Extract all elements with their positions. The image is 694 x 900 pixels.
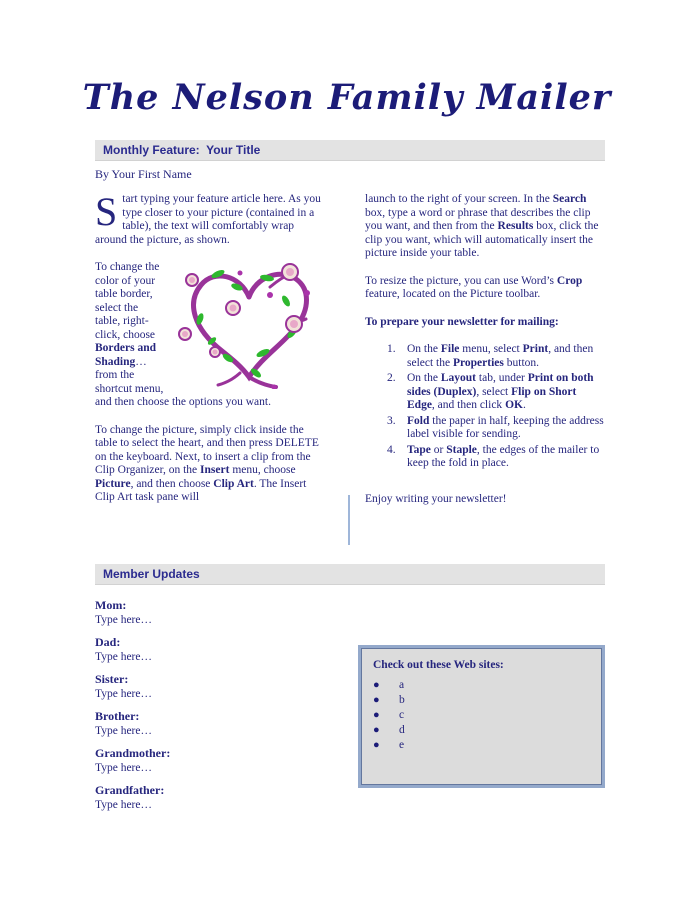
list-item-text: Tape or Staple, the edges of the mailer to keep the fold in place. xyxy=(407,443,600,469)
list-item xyxy=(373,693,590,708)
member-placeholder: Type here… xyxy=(95,688,152,700)
mailing-list-heading: To prepare your newsletter for mailing: xyxy=(365,315,559,328)
member-placeholder: Type here… xyxy=(95,651,152,663)
column-divider-line xyxy=(348,495,350,545)
byline: By Your First Name xyxy=(95,167,192,181)
list-item xyxy=(365,343,605,370)
list-item xyxy=(373,678,590,693)
member-placeholder: Type here… xyxy=(95,799,152,811)
member-entry xyxy=(95,783,358,813)
member-entry xyxy=(95,635,358,665)
member-entry xyxy=(95,672,358,702)
list-number: 3. xyxy=(387,414,396,427)
member-name: Sister: xyxy=(95,672,129,686)
list-item-text: Fold the paper in half, keeping the address label visible for sending. xyxy=(407,414,604,440)
feature-paragraph-intro xyxy=(95,189,328,247)
dropcap-letter: S xyxy=(95,189,118,234)
bullet-icon: ● xyxy=(373,739,380,751)
newsletter-title: The Nelson Family Mailer xyxy=(82,77,612,118)
list-item xyxy=(373,723,590,738)
member-list xyxy=(95,598,358,820)
member-updates-columns xyxy=(95,598,605,820)
bullet-icon: ● xyxy=(373,709,380,721)
websites-list xyxy=(373,678,590,753)
list-item-text: On the Layout tab, under Print on both sides (Duplex), select Flip on Short Edge, and then click OK. xyxy=(407,372,594,411)
page-content xyxy=(95,140,605,820)
list-item-text: On the File menu, select Print, and then select the Properties button. xyxy=(407,343,594,369)
section-header-monthly-feature: Monthly Feature: Your Title xyxy=(95,140,605,161)
bullet-icon: ● xyxy=(373,724,380,736)
member-entry xyxy=(95,598,358,628)
closing-line: Enjoy writing your newsletter! xyxy=(365,492,507,505)
feature-paragraph-resize: To resize the picture, you can use Word’s Crop feature, located on the Picture toolbar. xyxy=(365,274,583,300)
member-name: Grandmother: xyxy=(95,746,171,760)
list-item xyxy=(365,415,605,442)
feature-column-right xyxy=(365,193,605,564)
mailing-steps-list xyxy=(365,343,605,471)
website-item: c xyxy=(399,709,405,721)
list-item xyxy=(365,444,605,471)
bullet-icon: ● xyxy=(373,694,380,706)
feature-paragraph-intro-text: tart typing your feature article here. As you type closer to your picture (contained in a table), the text will comfortably wrap around the picture, as shown. xyxy=(95,193,321,246)
list-item xyxy=(365,372,605,413)
website-item: d xyxy=(399,724,405,736)
websites-heading: Check out these Web sites: xyxy=(373,659,504,671)
list-item xyxy=(373,738,590,753)
feature-paragraph-border-wrap xyxy=(95,261,328,410)
feature-paragraph-border-text: To change the color of your table border, select the table, right-click, choose Borders and Shading… from the shortcut menu, and then choose the options you want. xyxy=(95,261,271,408)
websites-box xyxy=(358,645,605,788)
member-name: Mom: xyxy=(95,598,127,612)
feature-paragraph-launch: launch to the right of your screen. In the Search box, type a word or phrase that describes the clip you want, and then from the Results box, click the clip you want, which will automatically insert the picture inside your table. xyxy=(365,193,599,259)
feature-paragraph-picture: To change the picture, simply click inside the table to select the heart, and then press DELETE on the keyboard. Next, to insert a clip from the Clip Organizer, on the Insert menu, choose Picture, and then choose Clip Art. The Insert Clip Art task pane will xyxy=(95,423,319,503)
feature-column-left xyxy=(95,189,328,564)
list-number: 2. xyxy=(387,372,396,384)
leaf-icons xyxy=(195,268,298,379)
list-number: 4. xyxy=(387,443,396,456)
feature-columns xyxy=(95,189,605,564)
member-entry xyxy=(95,746,358,776)
member-name: Dad: xyxy=(95,635,121,649)
bullet-icon: ● xyxy=(373,679,380,691)
website-item: a xyxy=(399,679,405,691)
member-placeholder: Type here… xyxy=(95,614,152,626)
member-entry xyxy=(95,709,358,739)
website-item: b xyxy=(399,694,405,706)
list-number: 1. xyxy=(387,343,396,355)
column-gap xyxy=(328,193,365,564)
list-item xyxy=(373,708,590,723)
section-header-member-updates: Member Updates xyxy=(95,564,605,585)
member-name: Grandfather: xyxy=(95,783,165,797)
website-item: e xyxy=(399,739,405,751)
member-placeholder: Type here… xyxy=(95,725,152,737)
member-placeholder: Type here… xyxy=(95,762,152,774)
heart-clipart-image xyxy=(170,261,328,389)
member-name: Brother: xyxy=(95,709,140,723)
